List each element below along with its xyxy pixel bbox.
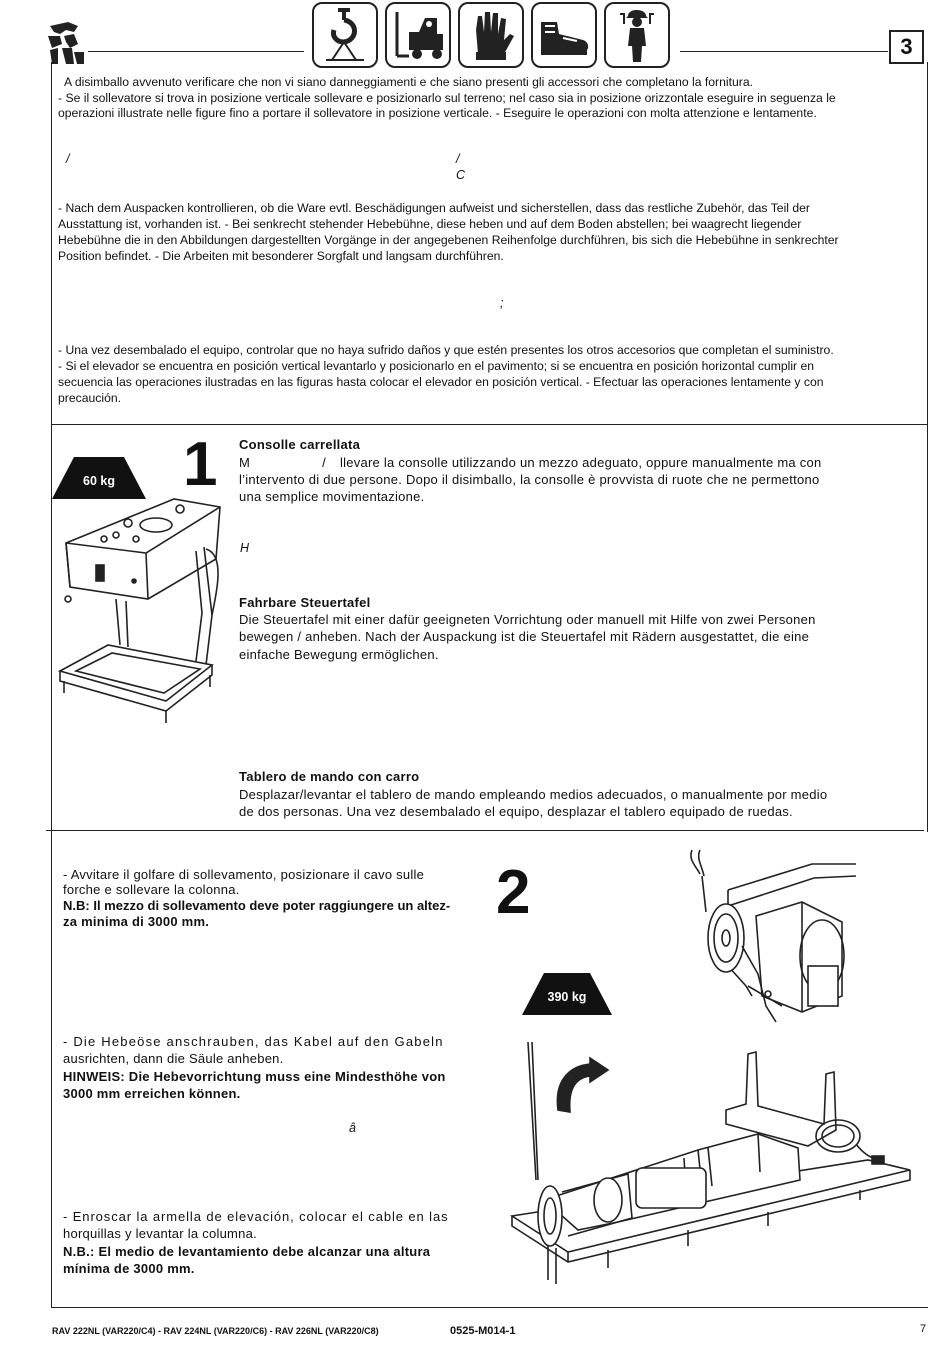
step-number: 2 [496, 858, 531, 927]
footer-models: RAV 222NL (VAR220/C4) - RAV 224NL (VAR220/C6) - RAV 226NL (VAR220/C8) [52, 1326, 379, 1336]
intro-es-line4: precaución. [58, 391, 122, 405]
lift-it-note1: N.B: Il mezzo di sollevamento deve poter raggiungere un altez- [63, 898, 451, 913]
intro-fr-fragment: C [456, 168, 466, 182]
console-it-frag: llevare la consolle utilizzando un mezzo adeguato, oppure manualmente ma con [339, 455, 822, 470]
hard-hat-worker-icon [604, 2, 670, 68]
console-de-line1: Die Steuertafel mit einer dafür geeigneten Vorrichtung oder manuell mit Hilfe von zwei Personen [239, 612, 816, 627]
lift-es-line1: - Enroscar la armella de elevación, colocar el cable en las [63, 1209, 449, 1224]
weight-badge [522, 973, 612, 1015]
console-title-de: Fahrbare Steuertafel [239, 595, 371, 610]
console-es-line1: Desplazar/levantar el tablero de mando empleando medios adecuados, o manualmente por medio [239, 787, 828, 802]
mobile-console-illustration [56, 495, 246, 727]
console-it-line3: una semplice movimentazione. [239, 489, 425, 504]
rule-page-bottom [51, 1307, 928, 1308]
column-on-pallet-illustration [508, 1040, 912, 1294]
page-number: 7 [920, 1323, 927, 1335]
console-fr-fragment: H [240, 541, 250, 555]
header-rule-right [680, 51, 888, 52]
crane-hook-icon [312, 2, 378, 68]
console-title-it: Consolle carrellata [239, 437, 361, 452]
console-it-frag: M [239, 455, 251, 470]
intro-it-line3: operazioni illustrate nelle figure fino a portare il sollevatore in posizione verticale. - Eseguire le operazioni con molta attenzione e lentamente. [58, 106, 817, 120]
intro-fr-fragment: / [456, 152, 460, 166]
console-es-line2: de dos personas. Una vez desembalado el equipo, desplazar el tablero equipado de ruedas. [239, 804, 793, 819]
lift-es-note2: mínima de 3000 mm. [63, 1261, 195, 1276]
section-number: 3 [900, 34, 913, 59]
intro-de-line1: - Nach dem Auspacken kontrollieren, ob die Ware evtl. Beschädigungen aufweist und sicherstellen, dass das restliche Zubehör, das Teil der [58, 201, 810, 215]
safety-shoe-icon [531, 2, 597, 68]
lift-es-line2: horquillas y levantar la columna. [63, 1226, 257, 1241]
console-de-line3: einfache Bewegung ermöglichen. [239, 647, 439, 662]
intro-es-line1: - Una vez desembalado el equipo, controlar que no haya sufrido daños y que estén presentes los otros accesorios que completan el suministro. [58, 343, 834, 357]
weight-badge [52, 457, 146, 499]
step-number: 1 [183, 430, 218, 499]
lift-de-note2: 3000 mm erreichen können. [63, 1086, 241, 1101]
header-rule-left [88, 51, 304, 52]
section-number-box [889, 30, 924, 64]
intro-en-fragment: ; [500, 296, 504, 310]
intro-it-line2: - Se il sollevatore si trova in posizione verticale sollevare e posizionarlo sul terreno; nel caso sia in posizione orizzontale eseguire in seguenza le [58, 91, 836, 105]
footer-doc-code: 0525-M014-1 [450, 1325, 516, 1337]
lift-it-line2: forche e sollevare la colonna. [63, 882, 240, 897]
intro-de-line4: Position befindet. - Die Arbeiten mit besonderer Sorgfalt und langsam durchführen. [58, 249, 504, 263]
lift-it-note2: za minima di 3000 mm. [63, 914, 210, 929]
intro-de-line2: Ausstattung ist, vorhanden ist. - Bei senkrecht stehender Hebebühne, diese heben und auf dem Boden abstellen; bei waagrecht liegender [58, 217, 802, 231]
lift-it-line1: - Avvitare il golfare di sollevamento, posizionare il cavo sulle [63, 867, 425, 882]
console-de-line2: bewegen / anheben. Nach der Auspackung ist die Steuertafel mit Rädern ausgestattet, die eine [239, 629, 810, 644]
lift-de-note1: HINWEIS: Die Hebevorrichtung muss eine Mindesthöhe von [63, 1069, 446, 1084]
protective-glove-icon [458, 2, 524, 68]
rule-intro-bottom [51, 424, 928, 425]
console-it-frag: / [322, 455, 326, 470]
weight-label: 60 kg [83, 474, 115, 488]
lift-de-line1: - Die Hebeöse anschrauben, das Kabel auf den Gabeln [63, 1034, 444, 1049]
rule-step1-bottom [46, 830, 924, 831]
lifting-eye-detail-illustration [682, 846, 858, 1032]
frame-right [927, 62, 928, 832]
intro-it-line1: A disimballo avvenuto verificare che non vi siano danneggiamenti e che siano presenti gli accessori che completano la fornitura. [64, 75, 753, 89]
intro-es-line2: - Si el elevador se encuentra en posición vertical levantarlo y posicionarlo en el pavimento; si se encuentra en posición horizontal cumplir en [58, 359, 815, 373]
console-title-es: Tablero de mando con carro [239, 769, 420, 784]
forklift-icon [385, 2, 451, 68]
intro-fr-fragment: / [66, 152, 70, 166]
frame-left [51, 62, 52, 1308]
intro-es-line3: secuencia las operaciones ilustradas en las figuras hasta colocar el elevador en posición vertical. - Efectuar las operaciones lentamente y con [58, 375, 824, 389]
lift-de-line2: ausrichten, dann die Säule anheben. [63, 1051, 284, 1066]
console-it-line2: l’intervento di due persone. Dopo il disimballo, la consolle è provvista di ruote che ne permettono [239, 472, 820, 487]
weight-label: 390 kg [547, 990, 587, 1004]
brand-logo [44, 18, 86, 66]
lift-fr-fragment: â [349, 1121, 356, 1135]
console-it-line1 [239, 454, 906, 471]
lift-es-note1: N.B.: El medio de levantamiento debe alcanzar una altura [63, 1244, 431, 1259]
intro-de-line3: Hebebühne die in den Abbildungen dargestellten Vorgänge in der angegebenen Reihenfolge durchführen, bis sich die Hebebühne in senkrechter [58, 233, 839, 247]
